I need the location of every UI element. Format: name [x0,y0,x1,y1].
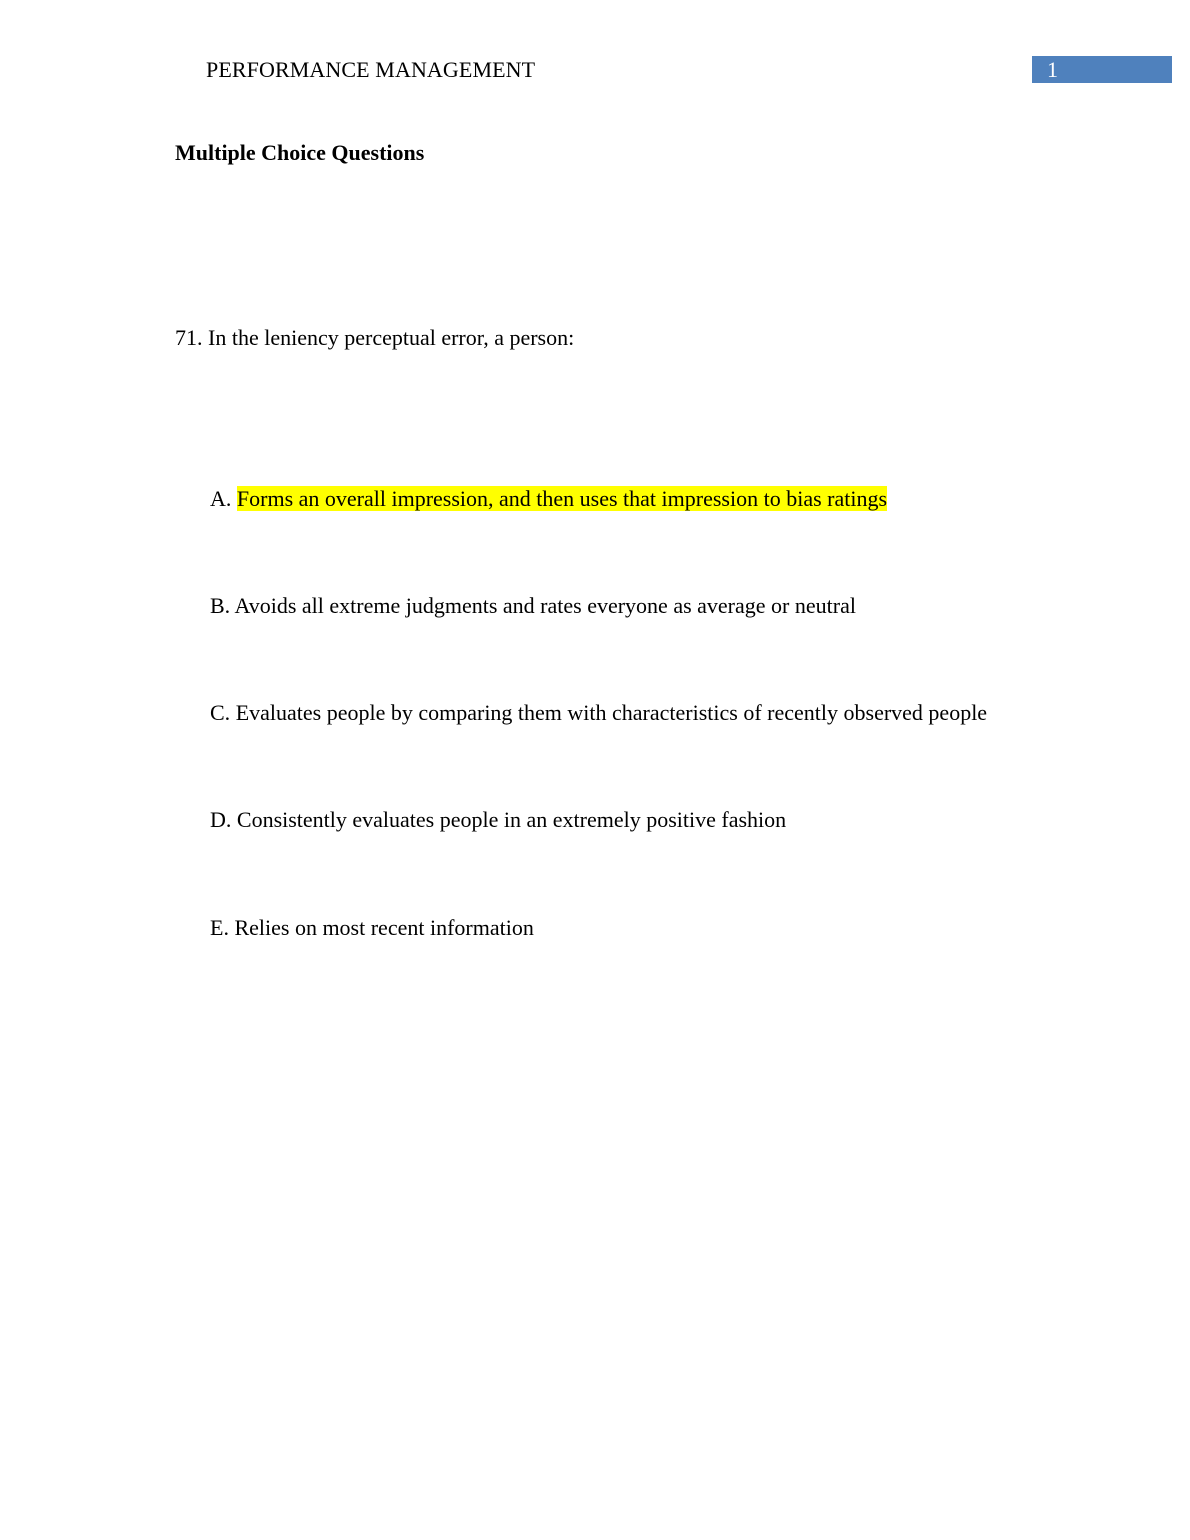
option-letter: C. [210,700,231,725]
option-letter: E. [210,915,229,940]
page-number: 1 [1047,57,1058,82]
option-e [210,915,534,941]
option-letter: B. [210,593,231,618]
option-letter: D. [210,807,232,832]
option-d [210,807,786,833]
page-number-box [1032,56,1172,83]
option-text: Consistently evaluates people in an extremely positive fashion [236,807,787,832]
option-text: Evaluates people by comparing them with characteristics of recently observed people [235,700,988,725]
question-text: 71. In the leniency perceptual error, a person: [175,325,575,350]
option-b [210,593,856,619]
option-a [210,486,887,512]
option-c [210,700,987,726]
option-text: Relies on most recent information [234,915,534,940]
option-text-highlighted: Forms an overall impression, and then uses that impression to bias ratings [236,486,888,511]
option-letter: A. [210,486,232,511]
running-head: PERFORMANCE MANAGEMENT [206,57,536,82]
option-text: Avoids all extreme judgments and rates everyone as average or neutral [234,593,856,618]
section-title: Multiple Choice Questions [175,140,425,165]
